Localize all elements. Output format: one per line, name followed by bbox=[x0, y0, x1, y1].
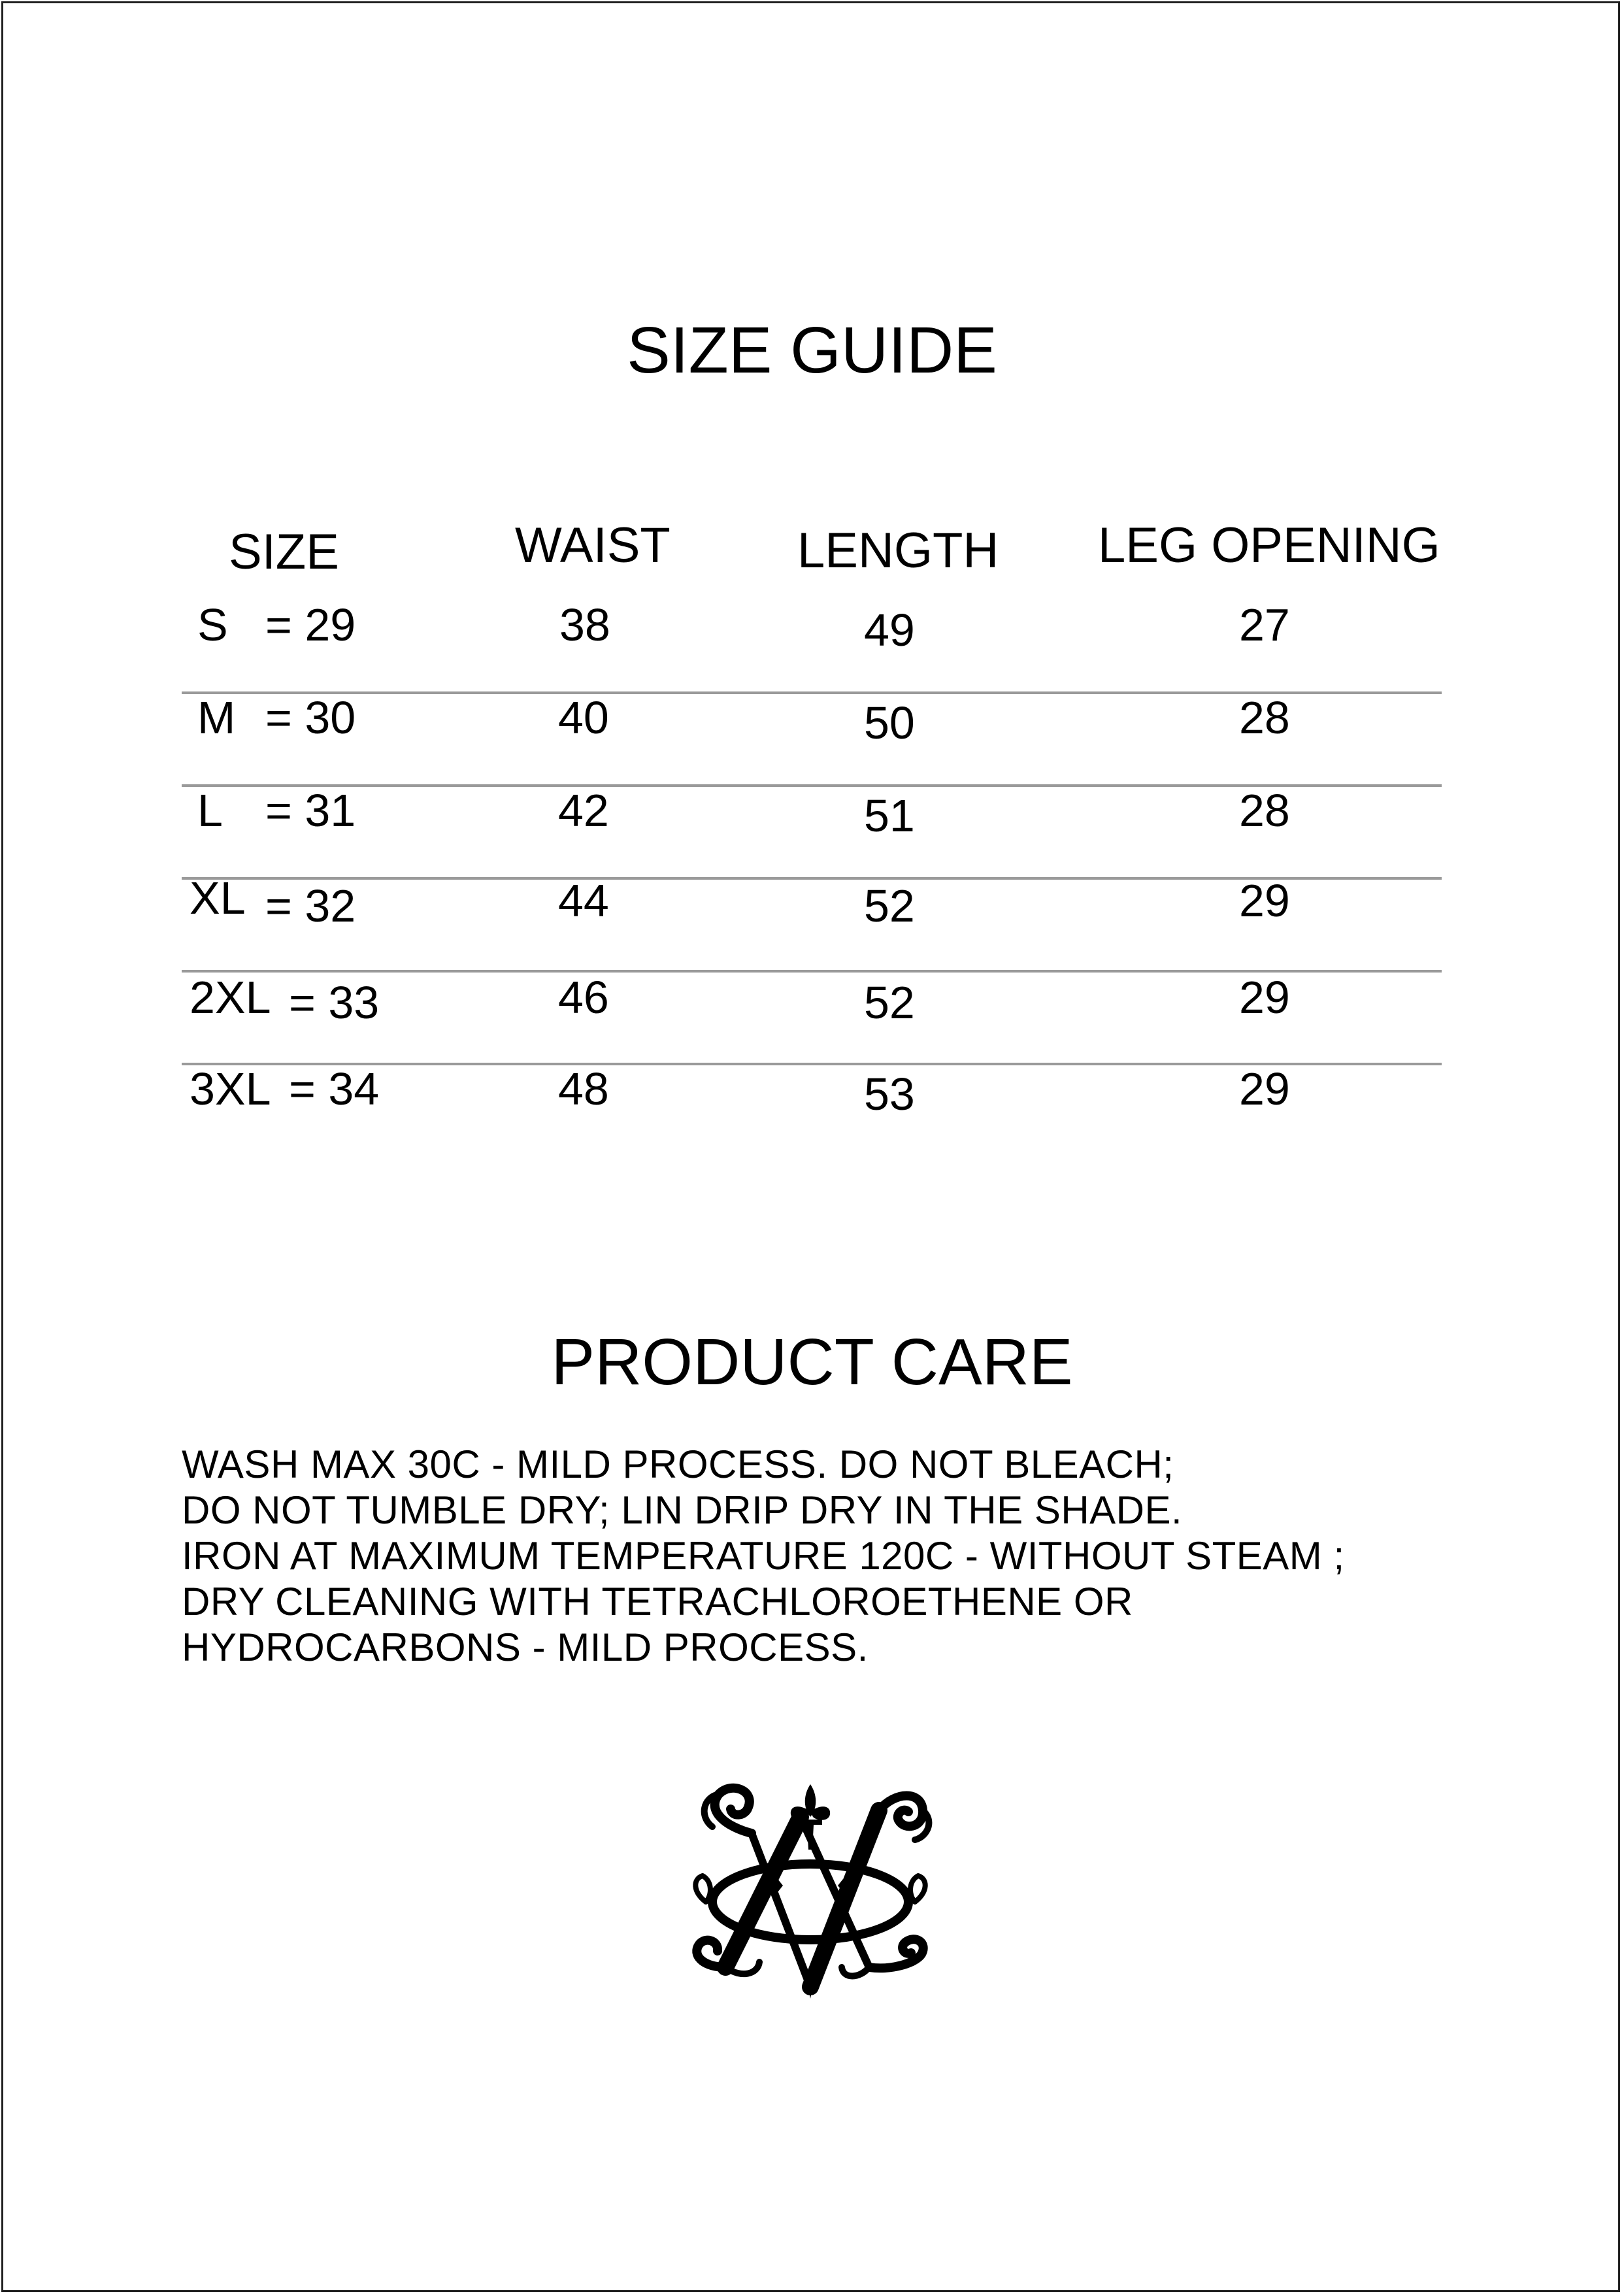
waist-value: 42 bbox=[558, 785, 609, 836]
size-table-header bbox=[182, 503, 1442, 601]
size-equivalent: = 30 bbox=[265, 692, 356, 743]
column-header-length: LENGTH bbox=[797, 523, 999, 578]
length-value: 50 bbox=[864, 697, 915, 748]
size-equivalent: = 31 bbox=[265, 785, 356, 836]
leg-opening-value: 29 bbox=[1239, 875, 1290, 926]
size-equivalent: = 33 bbox=[289, 977, 380, 1028]
leg-opening-value: 28 bbox=[1239, 785, 1290, 836]
table-row bbox=[182, 973, 1442, 1065]
length-value: 53 bbox=[864, 1069, 915, 1120]
care-line: WASH MAX 30C - MILD PROCESS. DO NOT BLEACH; bbox=[182, 1442, 1174, 1486]
size-equivalent: = 29 bbox=[265, 599, 356, 650]
size-equivalent: = 34 bbox=[289, 1063, 380, 1114]
leg-opening-value: 27 bbox=[1239, 599, 1290, 650]
waist-value: 40 bbox=[558, 692, 609, 743]
table-row bbox=[182, 694, 1442, 787]
table-row bbox=[182, 601, 1442, 694]
size-label: 3XL bbox=[190, 1063, 271, 1114]
product-care-text bbox=[182, 1442, 1463, 1671]
waist-value: 44 bbox=[558, 875, 609, 926]
monogram-logo-icon bbox=[680, 1771, 941, 2000]
care-line: HYDROCARBONS - MILD PROCESS. bbox=[182, 1625, 869, 1669]
product-care-title: PRODUCT CARE bbox=[551, 1325, 1073, 1399]
size-label: L bbox=[197, 785, 223, 836]
table-row bbox=[182, 873, 1442, 973]
size-label: XL bbox=[190, 873, 246, 923]
leg-opening-value: 29 bbox=[1239, 1063, 1290, 1114]
care-line: DRY CLEANING WITH TETRACHLOROETHENE OR bbox=[182, 1580, 1133, 1623]
waist-value: 46 bbox=[558, 972, 609, 1023]
leg-opening-value: 29 bbox=[1239, 972, 1290, 1023]
waist-value: 48 bbox=[558, 1063, 609, 1114]
column-header-size: SIZE bbox=[229, 524, 339, 580]
table-row bbox=[182, 787, 1442, 880]
length-value: 52 bbox=[864, 977, 915, 1028]
column-header-waist: WAIST bbox=[515, 518, 671, 573]
size-equivalent: = 32 bbox=[265, 880, 356, 931]
column-header-leg-opening: LEG OPENING bbox=[1098, 518, 1440, 573]
size-guide-title: SIZE GUIDE bbox=[627, 314, 997, 387]
waist-value: 38 bbox=[559, 599, 610, 650]
size-table bbox=[182, 503, 1442, 1156]
size-label: 2XL bbox=[190, 972, 271, 1023]
leg-opening-value: 28 bbox=[1239, 692, 1290, 743]
table-row bbox=[182, 1065, 1442, 1156]
care-line: DO NOT TUMBLE DRY; LIN DRIP DRY IN THE SHADE. bbox=[182, 1488, 1183, 1532]
size-label: M bbox=[197, 692, 236, 743]
size-label: S bbox=[197, 599, 228, 650]
care-line: IRON AT MAXIMUM TEMPERATURE 120C - WITHOUT STEAM ; bbox=[182, 1534, 1345, 1578]
length-value: 51 bbox=[864, 790, 915, 841]
length-value: 49 bbox=[864, 605, 915, 656]
length-value: 52 bbox=[864, 880, 915, 931]
